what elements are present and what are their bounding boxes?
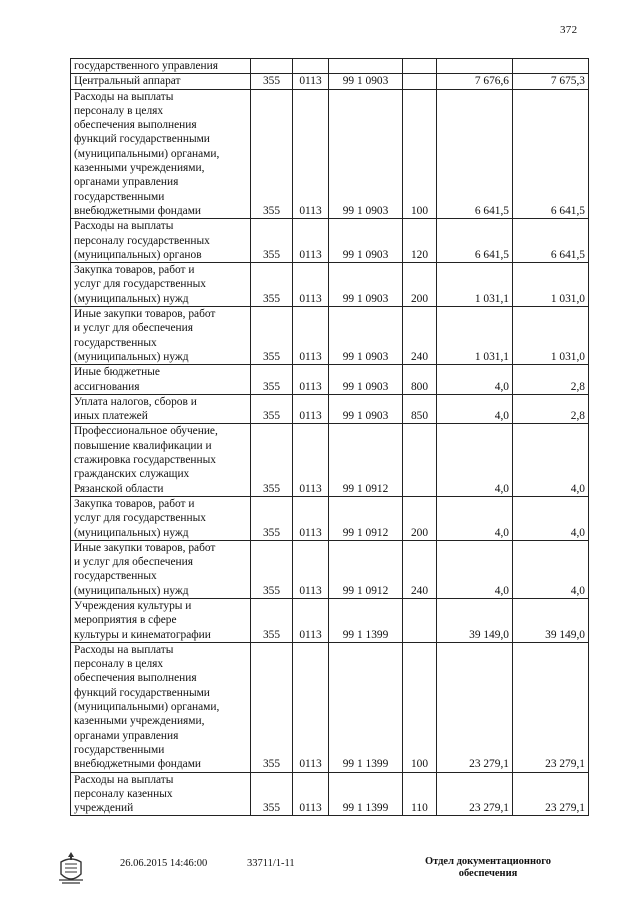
- cell-section: 0113: [293, 219, 329, 263]
- cell-section: 0113: [293, 642, 329, 772]
- cell-amount-actual: 1 031,0: [513, 307, 589, 365]
- cell-amount-plan: 4,0: [437, 540, 513, 598]
- cell-expense-type: 240: [403, 540, 437, 598]
- cell-name: Иные закупки товаров, работ и услуг для обеспечения государственных (муниципальных) нужд: [71, 307, 251, 365]
- cell-section: 0113: [293, 496, 329, 540]
- cell-amount-plan: 6 641,5: [437, 89, 513, 219]
- table-row: [71, 540, 589, 598]
- budget-table-body: [71, 59, 589, 816]
- table-row: [71, 424, 589, 496]
- cell-name: Закупка товаров, работ и услуг для государственных (муниципальных) нужд: [71, 263, 251, 307]
- cell-target-article: 99 1 0903: [329, 365, 403, 395]
- cell-name: Иные закупки товаров, работ и услуг для обеспечения государственных (муниципальных) нужд: [71, 540, 251, 598]
- table-row: [71, 59, 589, 74]
- cell-expense-type: 800: [403, 365, 437, 395]
- cell-expense-type: [403, 74, 437, 89]
- cell-ved: 355: [251, 74, 293, 89]
- table-row: [71, 219, 589, 263]
- cell-name: Расходы на выплаты персоналу казенных учреждений: [71, 772, 251, 816]
- cell-section: 0113: [293, 307, 329, 365]
- cell-ved: 355: [251, 598, 293, 642]
- cell-amount-plan: [437, 59, 513, 74]
- cell-section: 0113: [293, 89, 329, 219]
- cell-amount-plan: 1 031,1: [437, 263, 513, 307]
- footer-datetime: 26.06.2015 14:46:00: [120, 858, 208, 869]
- cell-amount-plan: 23 279,1: [437, 642, 513, 772]
- cell-ved: 355: [251, 424, 293, 496]
- cell-ved: 355: [251, 540, 293, 598]
- table-row: [71, 74, 589, 89]
- cell-target-article: 99 1 0912: [329, 496, 403, 540]
- cell-name: Уплата налогов, сборов и иных платежей: [71, 394, 251, 424]
- cell-amount-actual: 39 149,0: [513, 598, 589, 642]
- cell-section: 0113: [293, 772, 329, 816]
- cell-section: [293, 59, 329, 74]
- table-row: [71, 496, 589, 540]
- page-number: 372: [560, 24, 578, 36]
- cell-ved: 355: [251, 263, 293, 307]
- cell-name: Закупка товаров, работ и услуг для государственных (муниципальных) нужд: [71, 496, 251, 540]
- footer-department-text: Отдел документационного обеспечения: [424, 856, 552, 879]
- cell-amount-plan: 7 676,6: [437, 74, 513, 89]
- cell-target-article: 99 1 1399: [329, 598, 403, 642]
- cell-amount-actual: [513, 59, 589, 74]
- cell-name: Учреждения культуры и мероприятия в сфере культуры и кинематографии: [71, 598, 251, 642]
- cell-ved: 355: [251, 365, 293, 395]
- cell-section: 0113: [293, 424, 329, 496]
- cell-amount-actual: 2,8: [513, 394, 589, 424]
- cell-name: Центральный аппарат: [71, 74, 251, 89]
- cell-amount-actual: 23 279,1: [513, 772, 589, 816]
- cell-name: Расходы на выплаты персоналу в целях обеспечения выполнения функций государственными (муниципальными) органами, казенными учреждениями, органами управления государственными внебюджетными фондами: [71, 642, 251, 772]
- cell-amount-plan: 4,0: [437, 365, 513, 395]
- cell-target-article: 99 1 0903: [329, 263, 403, 307]
- cell-target-article: 99 1 1399: [329, 642, 403, 772]
- cell-target-article: 99 1 0903: [329, 74, 403, 89]
- cell-amount-actual: 6 641,5: [513, 89, 589, 219]
- cell-target-article: [329, 59, 403, 74]
- table-row: [71, 598, 589, 642]
- coat-of-arms-icon: [56, 850, 86, 886]
- table-row: [71, 263, 589, 307]
- table-row: [71, 772, 589, 816]
- cell-section: 0113: [293, 540, 329, 598]
- cell-name: Иные бюджетные ассигнования: [71, 365, 251, 395]
- cell-amount-actual: 7 675,3: [513, 74, 589, 89]
- cell-amount-actual: 4,0: [513, 540, 589, 598]
- cell-ved: 355: [251, 89, 293, 219]
- cell-expense-type: [403, 59, 437, 74]
- footer-doc-code: 33711/1-11: [247, 858, 295, 869]
- cell-ved: 355: [251, 394, 293, 424]
- cell-amount-plan: 4,0: [437, 394, 513, 424]
- cell-target-article: 99 1 0903: [329, 307, 403, 365]
- cell-amount-actual: 23 279,1: [513, 642, 589, 772]
- cell-name: государственного управления: [71, 59, 251, 74]
- cell-expense-type: 200: [403, 496, 437, 540]
- cell-amount-plan: 39 149,0: [437, 598, 513, 642]
- cell-amount-actual: 4,0: [513, 496, 589, 540]
- cell-target-article: 99 1 1399: [329, 772, 403, 816]
- cell-expense-type: 100: [403, 89, 437, 219]
- cell-amount-actual: 4,0: [513, 424, 589, 496]
- cell-target-article: 99 1 0912: [329, 540, 403, 598]
- cell-expense-type: 120: [403, 219, 437, 263]
- cell-ved: 355: [251, 642, 293, 772]
- table-row: [71, 394, 589, 424]
- cell-target-article: 99 1 0903: [329, 219, 403, 263]
- cell-target-article: 99 1 0903: [329, 89, 403, 219]
- cell-expense-type: 200: [403, 263, 437, 307]
- cell-target-article: 99 1 0912: [329, 424, 403, 496]
- cell-amount-plan: 4,0: [437, 496, 513, 540]
- cell-ved: [251, 59, 293, 74]
- table-row: [71, 307, 589, 365]
- budget-table: [70, 58, 589, 816]
- cell-ved: 355: [251, 496, 293, 540]
- cell-amount-actual: 2,8: [513, 365, 589, 395]
- cell-expense-type: [403, 598, 437, 642]
- table-row: [71, 365, 589, 395]
- cell-amount-plan: 1 031,1: [437, 307, 513, 365]
- cell-amount-plan: 23 279,1: [437, 772, 513, 816]
- table-row: [71, 89, 589, 219]
- cell-expense-type: 240: [403, 307, 437, 365]
- cell-amount-plan: 6 641,5: [437, 219, 513, 263]
- cell-section: 0113: [293, 394, 329, 424]
- cell-ved: 355: [251, 219, 293, 263]
- cell-expense-type: 110: [403, 772, 437, 816]
- cell-section: 0113: [293, 598, 329, 642]
- cell-name: Профессиональное обучение, повышение квалификации и стажировка государственных гражданских служащих Рязанской области: [71, 424, 251, 496]
- cell-section: 0113: [293, 263, 329, 307]
- cell-section: 0113: [293, 74, 329, 89]
- cell-target-article: 99 1 0903: [329, 394, 403, 424]
- cell-expense-type: 850: [403, 394, 437, 424]
- table-row: [71, 642, 589, 772]
- cell-amount-plan: 4,0: [437, 424, 513, 496]
- cell-name: Расходы на выплаты персоналу в целях обеспечения выполнения функций государственными (муниципальными) органами, казенными учреждениями, органами управления государственными внебюджетными фондами: [71, 89, 251, 219]
- cell-expense-type: [403, 424, 437, 496]
- cell-ved: 355: [251, 307, 293, 365]
- cell-name: Расходы на выплаты персоналу государственных (муниципальных) органов: [71, 219, 251, 263]
- cell-amount-actual: 6 641,5: [513, 219, 589, 263]
- cell-amount-actual: 1 031,0: [513, 263, 589, 307]
- cell-ved: 355: [251, 772, 293, 816]
- footer-department: [408, 856, 568, 880]
- cell-expense-type: 100: [403, 642, 437, 772]
- cell-section: 0113: [293, 365, 329, 395]
